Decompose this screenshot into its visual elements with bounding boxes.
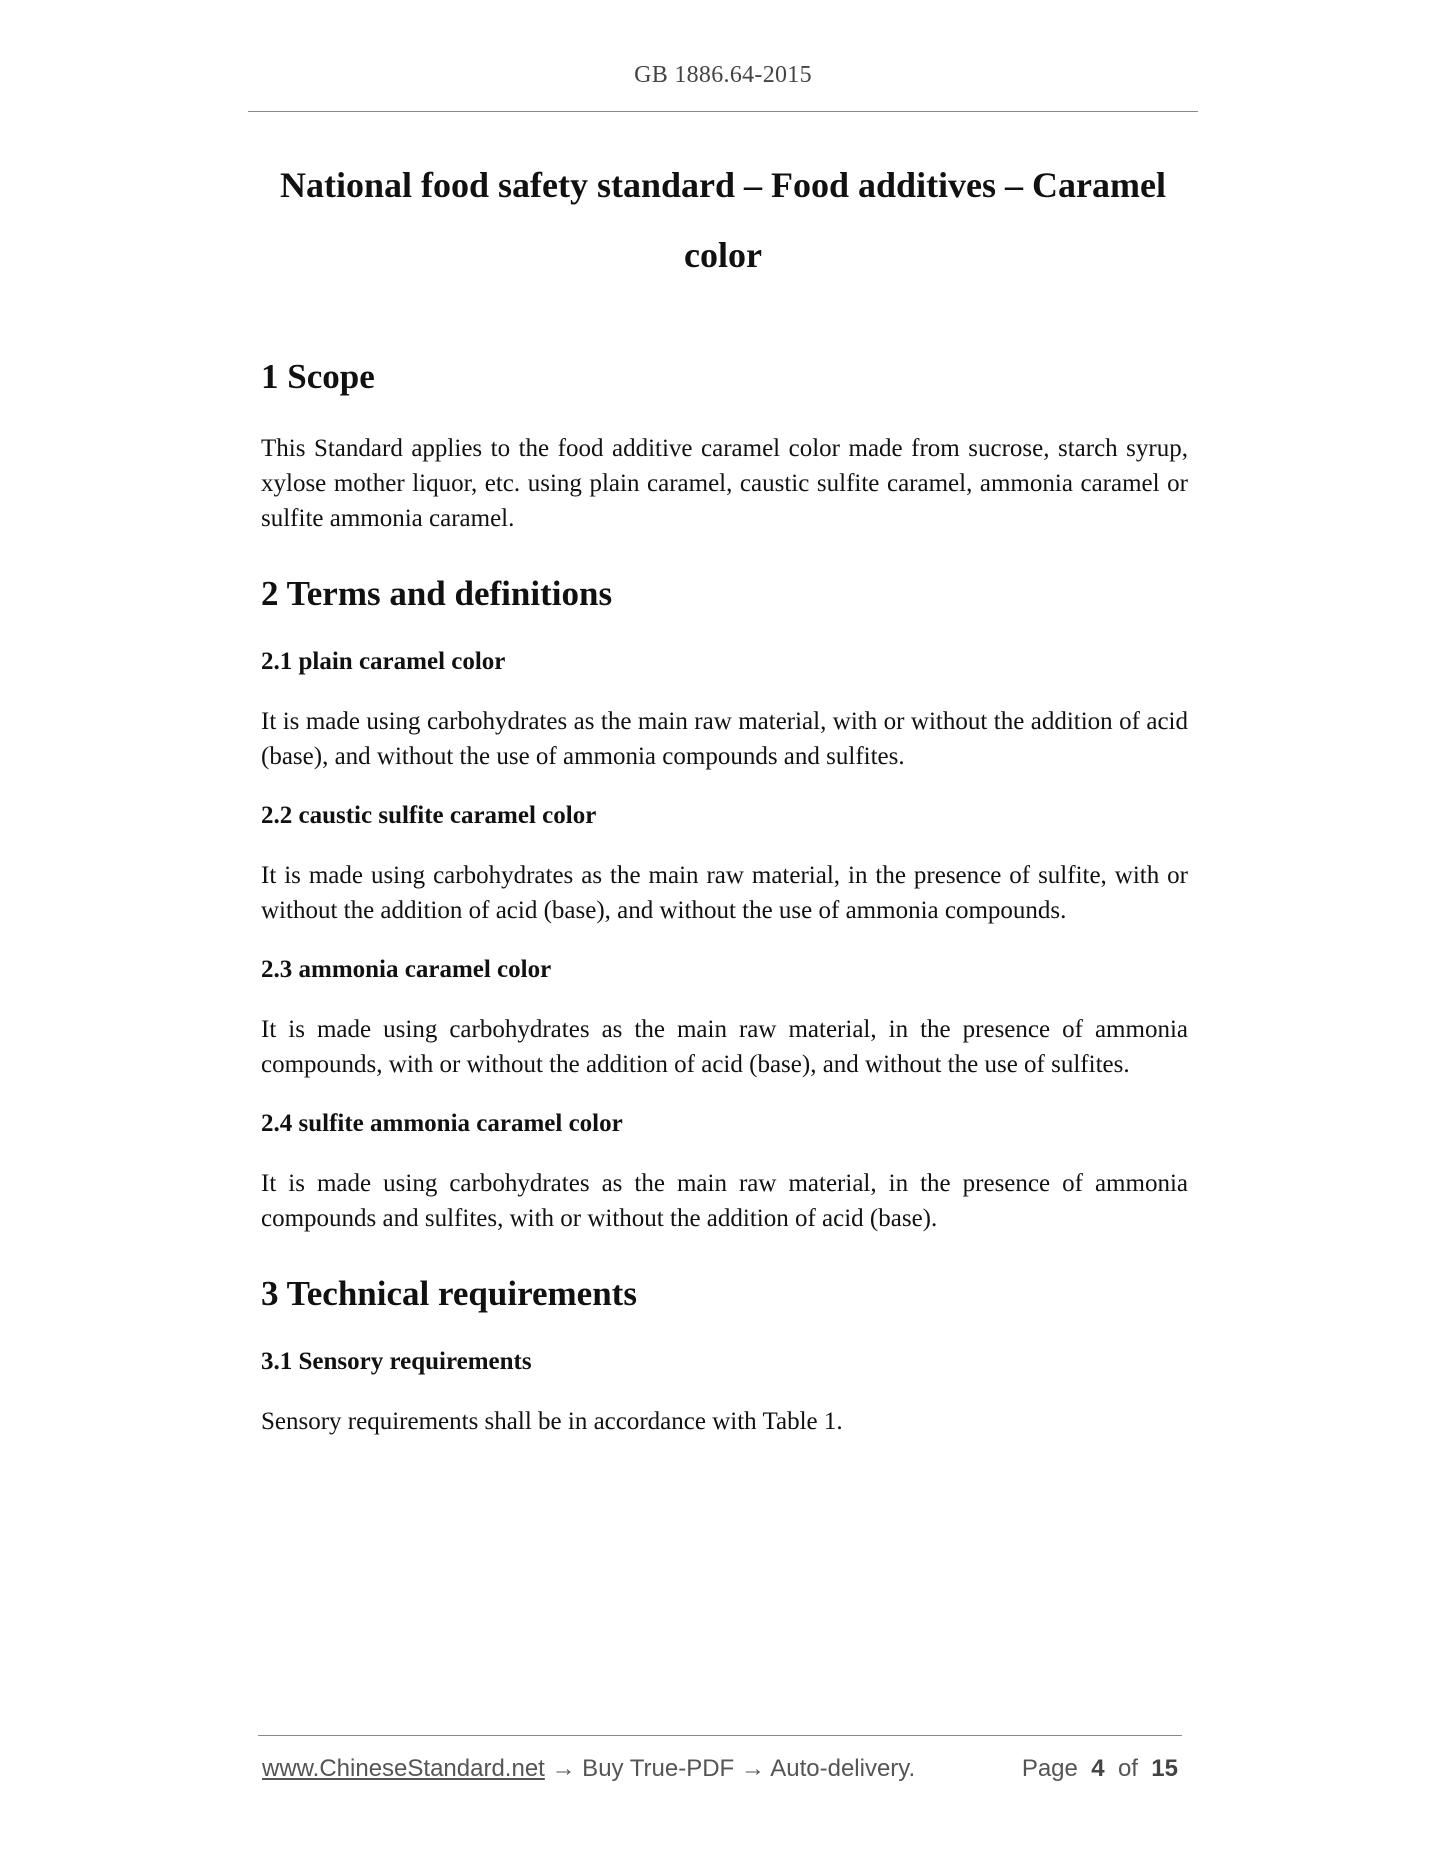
page-label: Page: [1021, 1755, 1078, 1782]
section-heading-technical: 3 Technical requirements: [261, 1274, 637, 1313]
requirement-heading-3-1: 3.1 Sensory requirements: [261, 1348, 532, 1375]
footer-promo: [262, 1752, 915, 1786]
term-heading-2-3: 2.3 ammonia caramel color: [261, 956, 552, 983]
header-divider: [248, 111, 1198, 112]
section-heading-scope: 1 Scope: [261, 357, 375, 396]
footer-promo-text: → Buy True-PDF → Auto-delivery.: [544, 1755, 916, 1782]
term-heading-2-1: 2.1 plain caramel color: [261, 648, 506, 675]
document-body: [261, 355, 1188, 1439]
term-heading-2-4: 2.4 sulfite ammonia caramel color: [261, 1110, 623, 1137]
page-header-doc-code: GB 1886.64-2015: [634, 62, 812, 88]
term-paragraph-2-2: It is made using carbohydrates as the main raw material, in the presence of sulfite, with or without the addition of acid (base), and without the use of ammonia compounds.: [261, 862, 1188, 924]
term-paragraph-2-4: It is made using carbohydrates as the main raw material, in the presence of ammonia compounds and sulfites, with or without the addition of acid (base).: [261, 1170, 1188, 1232]
page-total-number: 15: [1151, 1755, 1178, 1782]
page-counter: [1022, 1752, 1178, 1786]
footer-divider: [258, 1735, 1182, 1736]
term-heading-2-2: 2.2 caustic sulfite caramel color: [261, 802, 597, 829]
page-footer: [262, 1752, 1178, 1786]
term-paragraph-2-3: It is made using carbohydrates as the main raw material, in the presence of ammonia compounds, with or without the addition of acid (base), and without the use of sulfites.: [261, 1016, 1188, 1078]
page-of-label: of: [1117, 1755, 1138, 1782]
chinesestandard-link[interactable]: www.ChineseStandard.net: [262, 1755, 545, 1782]
scope-paragraph: This Standard applies to the food additive caramel color made from sucrose, starch syrup, xylose mother liquor, etc. using plain caramel, caustic sulfite caramel, ammonia caramel or sulfite ammonia caramel.: [261, 435, 1188, 532]
document-title: National food safety standard – Food additives – Caramel color: [279, 165, 1166, 275]
term-paragraph-2-1: It is made using carbohydrates as the main raw material, with or without the addition of acid (base), and without the use of ammonia compounds and sulfites.: [261, 708, 1188, 770]
page-current-number: 4: [1091, 1755, 1105, 1782]
requirement-paragraph-3-1: Sensory requirements shall be in accordance with Table 1.: [261, 1408, 843, 1435]
section-heading-terms: 2 Terms and definitions: [261, 574, 613, 613]
